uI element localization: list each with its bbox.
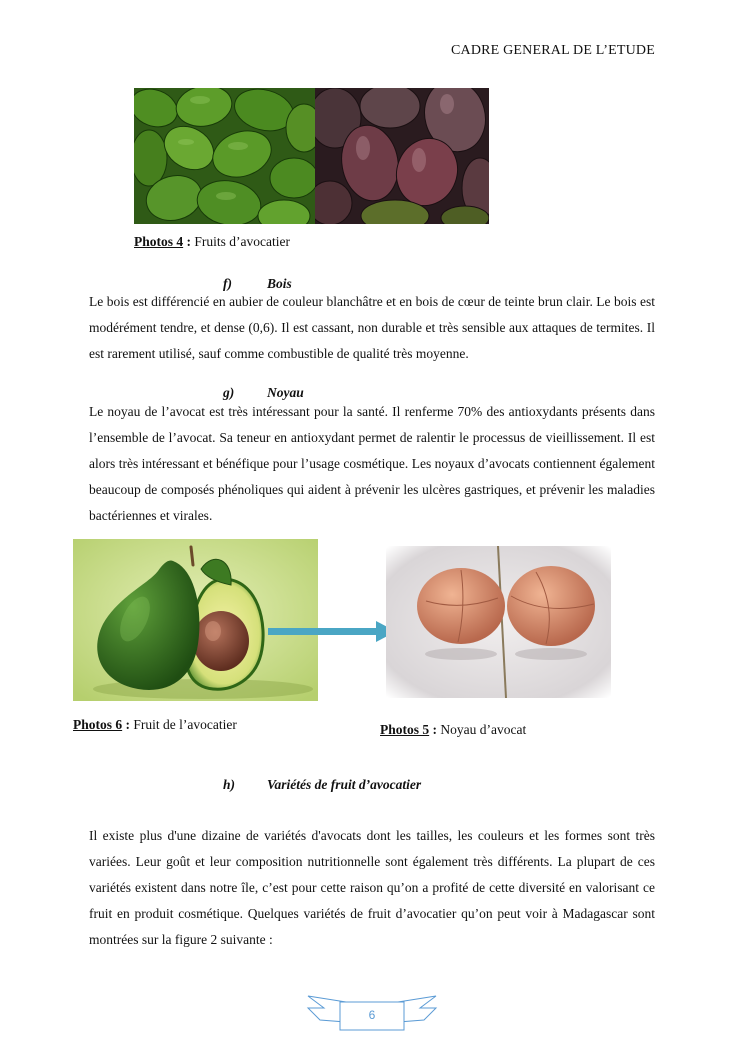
photo-avocado-seeds <box>386 546 611 698</box>
caption-photo-4 <box>134 234 290 250</box>
arrow-icon <box>268 620 398 644</box>
section-title: Bois <box>267 276 292 291</box>
caption-photo-6 <box>73 717 237 733</box>
caption-text: Noyau d’avocat <box>437 722 527 737</box>
photo-dark-avocados <box>315 88 489 224</box>
section-title: Variétés de fruit d’avocatier <box>267 777 422 792</box>
page-number-banner <box>306 994 438 1032</box>
caption-separator: : <box>122 717 131 732</box>
caption-text: Fruits d’avocatier <box>191 234 290 249</box>
section-title: Noyau <box>267 385 304 400</box>
paragraph-text: Il existe plus d'une dizaine de variétés d'avocats dont les tailles, les couleurs et les formes sont très variées. Leur goût et leur composition nutritionnelle sont également très différents. La plupart de ces variétés existent dans notre île, c’est pour cette raison qu’on a profité de cette diversité en valorisant ce fruit en produit cosmétique. Quelques variétés de fruit d’avocatier qu’on peut voir à Madagascar sont montrées sur la figure 2 suivante : <box>89 828 655 947</box>
caption-separator: : <box>429 722 438 737</box>
section-number: f) <box>223 276 232 291</box>
running-header: CADRE GENERAL DE L’ETUDE <box>450 43 655 58</box>
caption-separator: : <box>183 234 192 249</box>
page-number: 6 <box>368 1008 376 1022</box>
caption-text: Fruit de l’avocatier <box>130 717 237 732</box>
paragraph-noyau <box>89 399 655 529</box>
photo-green-avocados <box>134 88 315 224</box>
paragraph-bois <box>89 289 655 367</box>
section-heading-h <box>223 777 421 793</box>
caption-label: Photos 5 <box>380 722 430 737</box>
section-number: g) <box>223 385 235 400</box>
paragraph-varietes <box>89 823 655 953</box>
section-number: h) <box>223 777 236 792</box>
paragraph-text: Le bois est différencié en aubier de couleur blanchâtre et en bois de cœur de teinte brun clair. Le bois est modérément tendre, et dense (0,6). Il est cassant, non durable et très sensible aux attaques de termites. Il est rarement utilisé, sauf comme combustible de qualité très moyenne. <box>89 294 655 361</box>
caption-label: Photos 6 <box>73 717 123 732</box>
caption-label: Photos 4 <box>134 234 184 249</box>
paragraph-text: Le noyau de l’avocat est très intéressant pour la santé. Il renferme 70% des antioxydants présents dans l’ensemble de l’avocat. Sa teneur en antioxydant permet de ralentir le processus de vieillissement. Il est alors très intéressant et bénéfique pour l’usage cosmétique. Les noyaux d’avocats contiennent également beaucoup de composés phénoliques qui aident à prévenir les ulcères gastriques, et prévenir les maladies bactériennes et virales. <box>89 404 655 523</box>
caption-photo-5 <box>380 722 526 738</box>
